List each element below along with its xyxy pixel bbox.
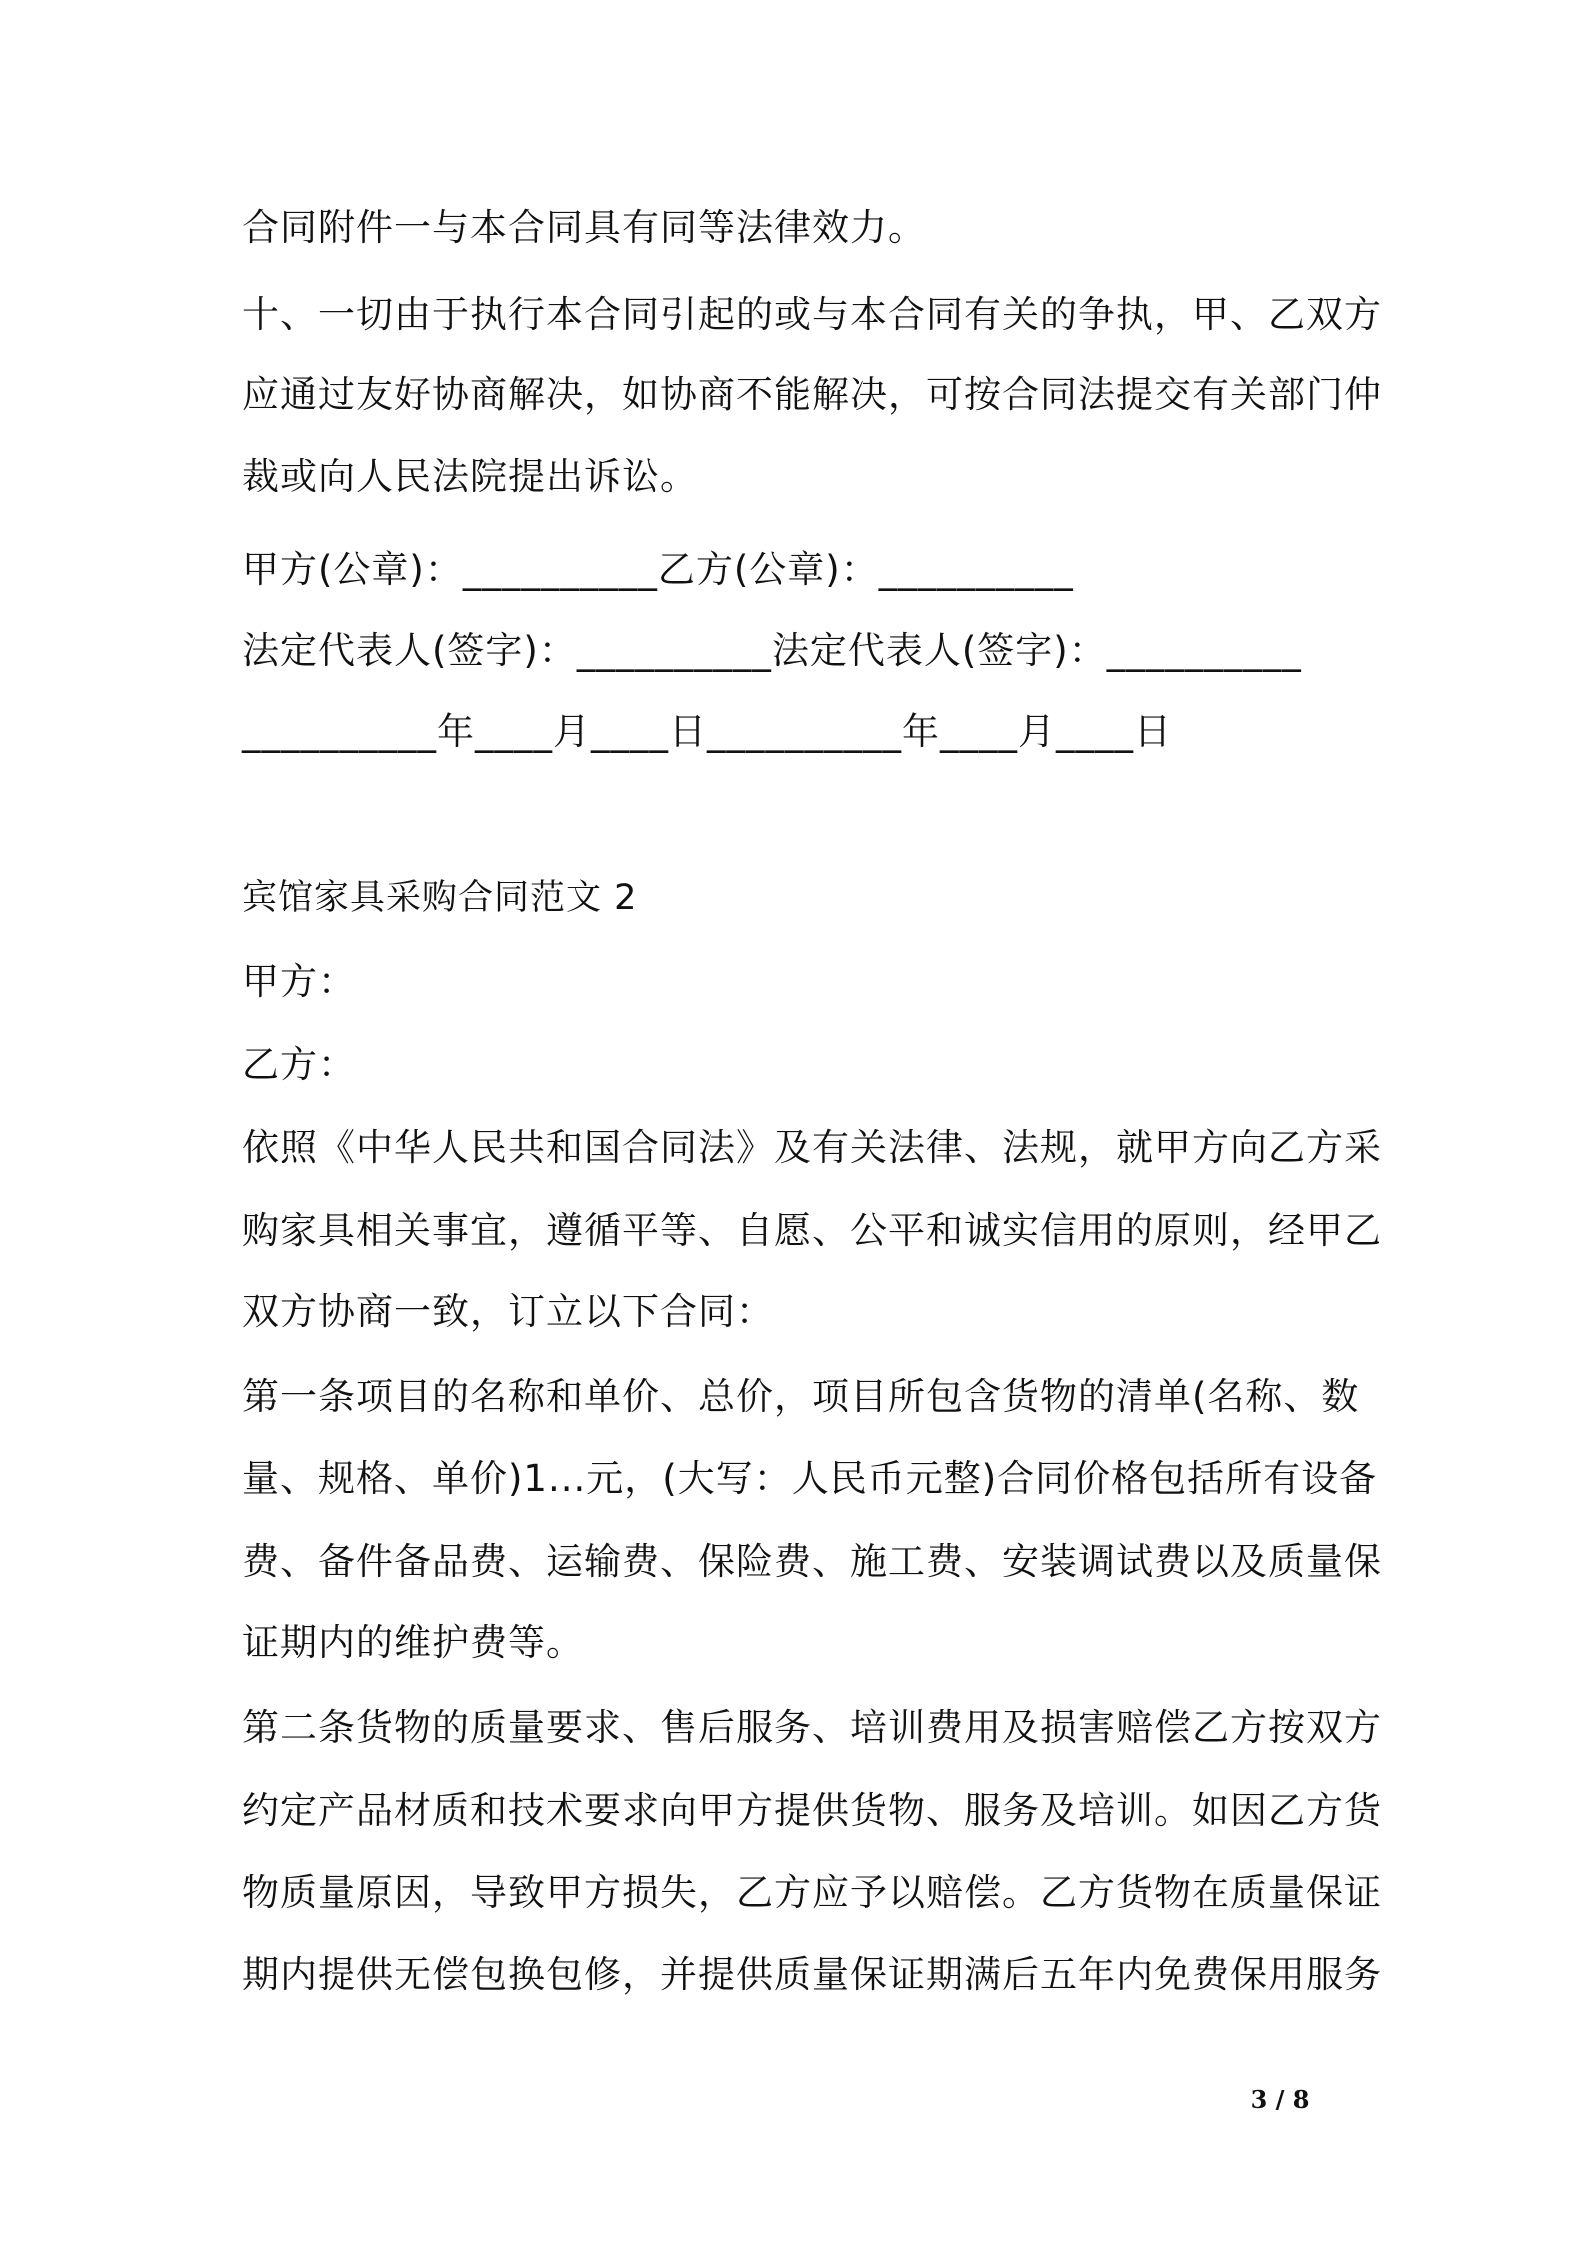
page-number: 3 / 8 bbox=[1250, 2085, 1310, 2114]
text-line: 期内提供无偿包换包修，并提供质量保证期满后五年内免费保用服务 bbox=[242, 1953, 1382, 1996]
signature-line-date: __________年____月____日__________年____月____日 bbox=[242, 710, 1172, 753]
text-line: 证期内的维护费等。 bbox=[242, 1621, 584, 1664]
party-a-label: 甲方： bbox=[242, 960, 356, 1003]
signature-line-representative: 法定代表人(签字)：__________法定代表人(签字)：__________ bbox=[242, 629, 1302, 672]
text-line: 双方协商一致，订立以下合同： bbox=[242, 1290, 774, 1333]
section-title: 宾馆家具采购合同范文 2 bbox=[242, 878, 638, 918]
signature-line-seal: 甲方(公章)：__________乙方(公章)：__________ bbox=[242, 548, 1074, 591]
text-line: 合同附件一与本合同具有同等法律效力。 bbox=[242, 206, 926, 249]
text-line: 依照《中华人民共和国合同法》及有关法律、法规，就甲方向乙方采 bbox=[242, 1126, 1382, 1169]
text-line: 量、规格、单价)1...元，(大写：人民币元整)合同价格包括所有设备 bbox=[242, 1457, 1378, 1500]
text-line: 约定产品材质和技术要求向甲方提供货物、服务及培训。如因乙方货 bbox=[242, 1789, 1382, 1832]
party-b-label: 乙方： bbox=[242, 1043, 356, 1086]
text-line: 第二条货物的质量要求、售后服务、培训费用及损害赔偿乙方按双方 bbox=[242, 1706, 1382, 1749]
text-line: 费、备件备品费、运输费、保险费、施工费、安装调试费以及质量保 bbox=[242, 1540, 1382, 1583]
text-line: 裁或向人民法院提出诉讼。 bbox=[242, 455, 698, 498]
text-line: 物质量原因，导致甲方损失，乙方应予以赔偿。乙方货物在质量保证 bbox=[242, 1871, 1382, 1914]
text-line: 应通过友好协商解决，如协商不能解决，可按合同法提交有关部门仲 bbox=[242, 373, 1382, 416]
text-line: 购家具相关事宜，遵循平等、自愿、公平和诚实信用的原则，经甲乙 bbox=[242, 1209, 1382, 1252]
text-line: 第一条项目的名称和单价、总价，项目所包含货物的清单(名称、数 bbox=[242, 1375, 1360, 1418]
text-line: 十、一切由于执行本合同引起的或与本合同有关的争执，甲、乙双方 bbox=[242, 293, 1382, 336]
